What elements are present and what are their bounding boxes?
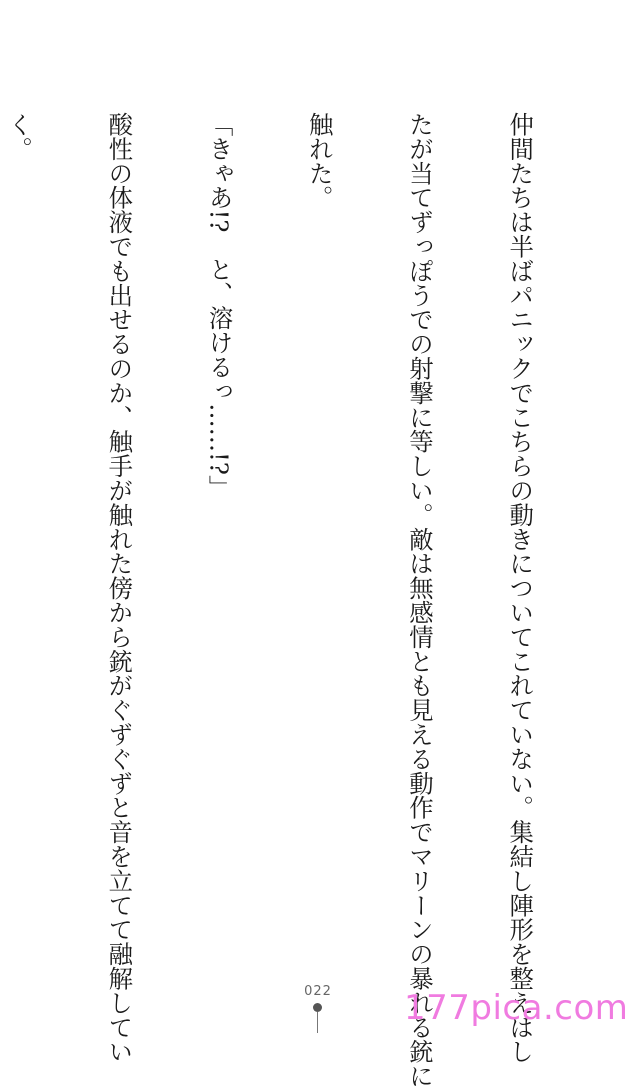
page-marker-line bbox=[317, 1012, 318, 1033]
text-line: たが当てずっぽうでの射撃に等しい。敵は無感情とも見える動作でマリーンの暴れる銃に bbox=[404, 112, 434, 1088]
text-line: 酸性の体液でも出せるのか、触手が触れた傍から銃がぐずぐずと音を立てて融解してい bbox=[104, 112, 134, 1064]
page-marker-dot bbox=[313, 1003, 322, 1012]
text-line: く。 bbox=[4, 112, 34, 161]
page-number: 022 bbox=[304, 984, 332, 999]
text-line: 仲間たちは半ばパニックでこちらの動きについてこれていない。集結し陣形を整えはし bbox=[505, 112, 535, 1064]
text-line: 触れた。 bbox=[304, 112, 334, 210]
text-line: 「きゃあ!? と、溶けるっ……!?」 bbox=[204, 112, 234, 500]
watermark: 177pica.com bbox=[404, 988, 629, 1028]
